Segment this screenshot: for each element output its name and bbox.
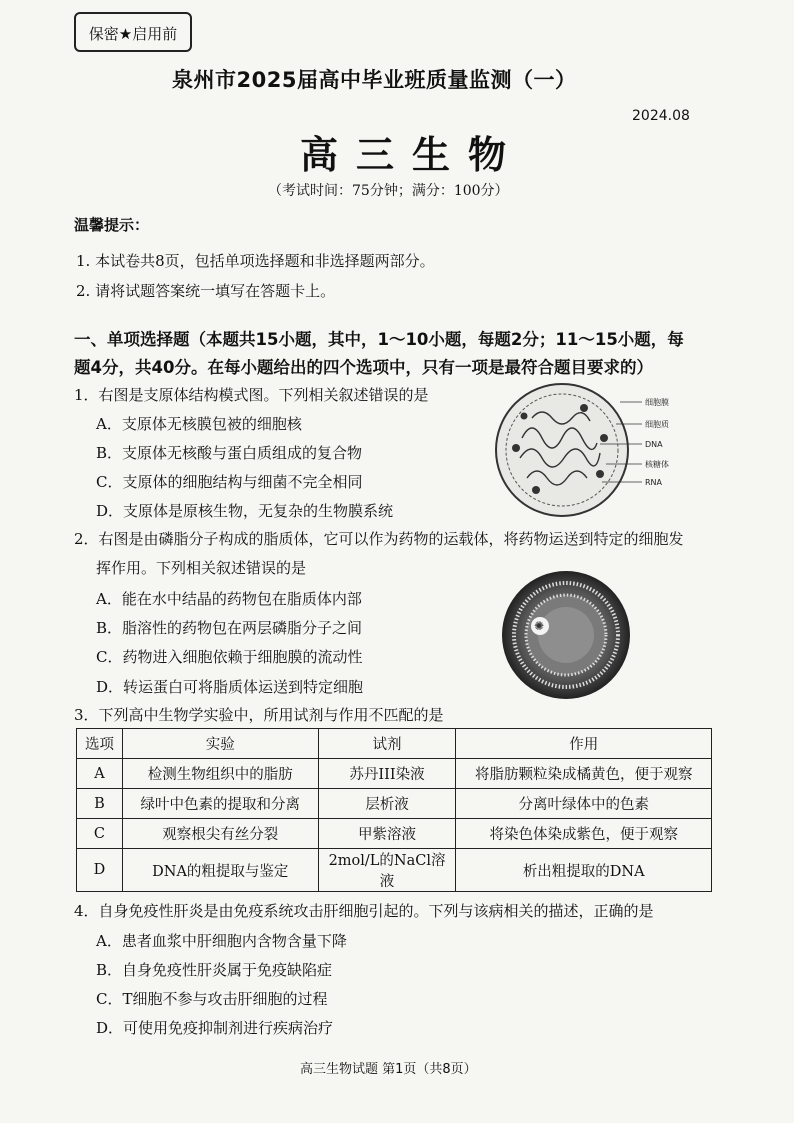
q1-option-b: B．支原体无核酸与蛋白质组成的复合物	[96, 444, 363, 462]
table-row	[77, 819, 712, 849]
page-footer: 高三生物试题 第1页（共8页）	[300, 1062, 477, 1077]
q3-table	[76, 728, 712, 892]
q2-stem-line2: 挥作用。下列相关叙述错误的是	[96, 559, 307, 577]
table-row	[77, 849, 712, 892]
q3-stem: 3．下列高中生物学实验中，所用试剂与作用不匹配的是	[74, 706, 444, 724]
drug-star-icon: ✺	[534, 619, 545, 633]
aqueous-core	[538, 607, 594, 663]
table-cell: 将染色体染成紫色，便于观察	[456, 819, 712, 849]
table-cell: 将脂肪颗粒染成橘黄色，便于观察	[456, 759, 712, 789]
q1-stem: 1．右图是支原体结构模式图。下列相关叙述错误的是	[74, 386, 429, 404]
table-cell: 层析液	[318, 789, 456, 819]
label-dna: DNA	[645, 440, 663, 449]
exam-info: （考试时间：75分钟；满分：100分）	[268, 183, 509, 199]
label-rna: RNA	[645, 478, 663, 487]
table-header-cell: 试剂	[318, 729, 456, 759]
tips-title: 温馨提示：	[74, 216, 150, 234]
table-cell: B	[77, 789, 123, 819]
tip-item: 1. 本试卷共8页，包括单项选择题和非选择题两部分。	[76, 252, 435, 270]
table-header-cell: 选项	[77, 729, 123, 759]
q4-option-b: B．自身免疫性肝炎属于免疫缺陷症	[96, 961, 333, 979]
label-cytoplasm: 细胞质	[645, 420, 669, 429]
ribosome	[532, 486, 540, 494]
ribosome	[580, 404, 588, 412]
q2-option-a: A．能在水中结晶的药物包在脂质体内部	[96, 590, 362, 608]
table-cell: 分离叶绿体中的色素	[456, 789, 712, 819]
tip-item: 2. 请将试题答案统一填写在答题卡上。	[76, 282, 336, 300]
table-header-cell: 实验	[122, 729, 318, 759]
q2-stem-line1: 2．右图是由磷脂分子构成的脂质体，它可以作为药物的运载体，将药物运送到特定的细胞发	[74, 530, 684, 548]
q2-option-b: B．脂溶性的药物包在两层磷脂分子之间	[96, 619, 363, 637]
ribosome	[521, 413, 528, 420]
liposome-figure	[496, 568, 636, 702]
table-cell: DNA的粗提取与鉴定	[122, 849, 318, 892]
table-cell: 析出粗提取的DNA	[456, 849, 712, 892]
ribosome	[512, 444, 520, 452]
q2-option-d: D．转运蛋白可将脂质体运送到特定细胞	[96, 678, 364, 696]
table-cell: A	[77, 759, 123, 789]
mycoplasma-figure	[492, 378, 692, 526]
q2-option-c: C．药物进入细胞依赖于细胞膜的流动性	[96, 648, 363, 666]
table-cell: C	[77, 819, 123, 849]
table-cell: 苏丹III染液	[318, 759, 456, 789]
ribosome	[596, 470, 604, 478]
ribosome	[600, 434, 608, 442]
exam-title: 泉州市2025届高中毕业班质量监测（一）	[172, 68, 577, 92]
q1-option-c: C．支原体的细胞结构与细菌不完全相同	[96, 473, 363, 491]
label-ribosome: 核糖体	[645, 460, 669, 469]
q1-option-d: D．支原体是原核生物，无复杂的生物膜系统	[96, 502, 394, 520]
q4-stem: 4．自身免疫性肝炎是由免疫系统攻击肝细胞引起的。下列与该病相关的描述，正确的是	[74, 902, 654, 920]
table-cell: 甲紫溶液	[318, 819, 456, 849]
subject-title: 高三生物	[300, 133, 525, 177]
table-cell: 绿叶中色素的提取和分离	[122, 789, 318, 819]
q1-option-a: A．支原体无核膜包被的细胞核	[96, 415, 302, 433]
label-cell-membrane: 细胞膜	[645, 398, 669, 407]
table-cell: 2mol/L的NaCl溶液	[318, 849, 456, 892]
table-row	[77, 789, 712, 819]
exam-date: 2024.08	[632, 108, 690, 124]
confidential-badge: 保密★启用前	[74, 12, 192, 52]
table-cell: D	[77, 849, 123, 892]
table-cell: 观察根尖有丝分裂	[122, 819, 318, 849]
section-title-line1: 一、单项选择题（本题共15小题，其中，1～10小题，每题2分；11～15小题，每	[74, 330, 684, 349]
table-row	[77, 759, 712, 789]
q4-option-a: A．患者血浆中肝细胞内含物含量下降	[96, 932, 347, 950]
q4-option-d: D．可使用免疫抑制剂进行疾病治疗	[96, 1019, 334, 1037]
table-cell: 检测生物组织中的脂肪	[122, 759, 318, 789]
table-header-row	[77, 729, 712, 759]
section-title-line2: 题4分，共40分。在每小题给出的四个选项中，只有一项是最符合题目要求的）	[74, 358, 653, 377]
table-header-cell: 作用	[456, 729, 712, 759]
q4-option-c: C．T细胞不参与攻击肝细胞的过程	[96, 990, 328, 1008]
